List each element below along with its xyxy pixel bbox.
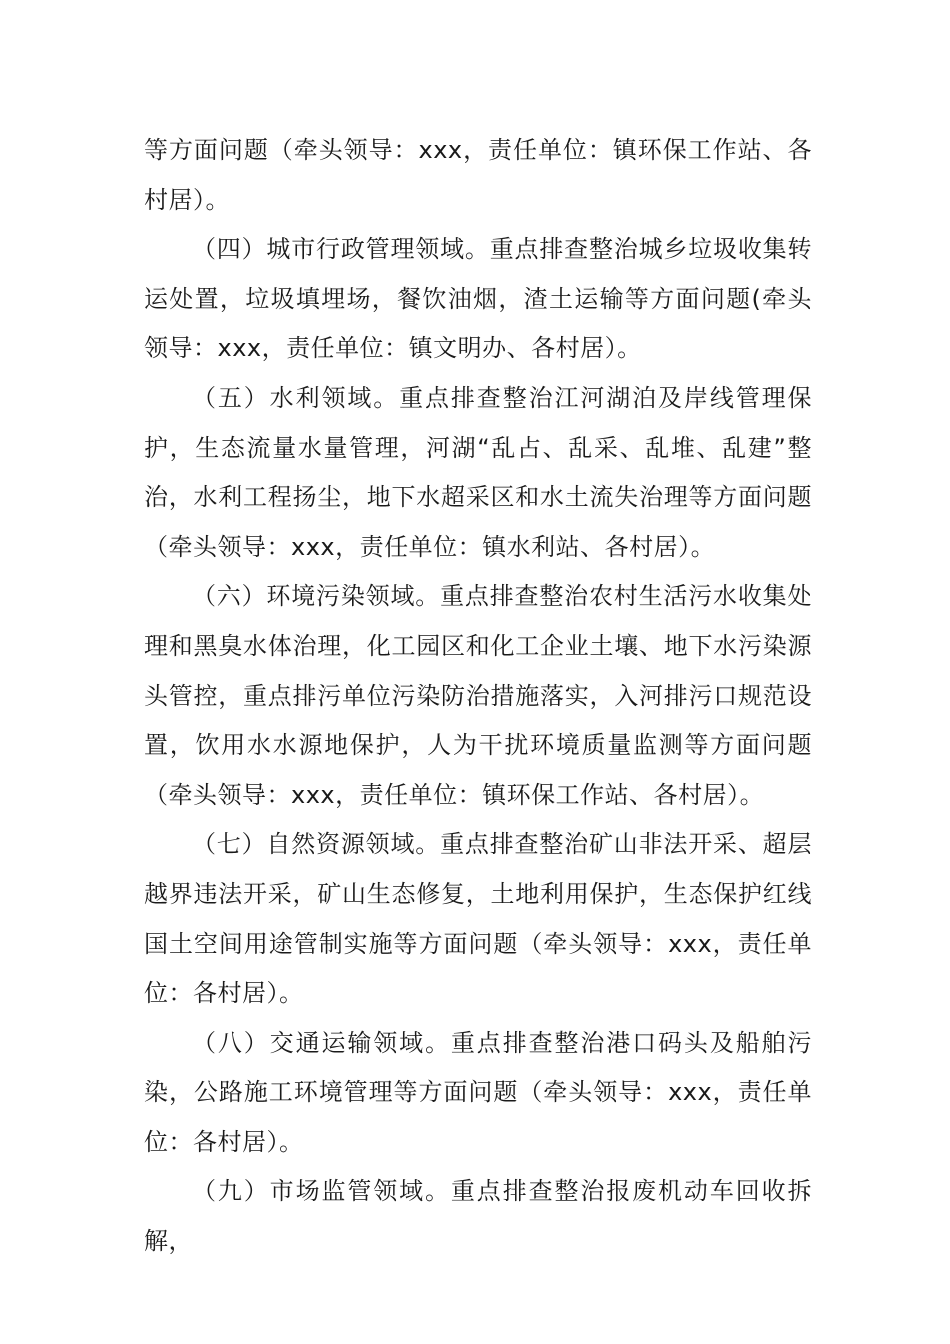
document-body	[144, 126, 812, 1267]
paragraph-section-5: （五）水利领域。重点排查整治江河湖泊及岸线管理保护，生态流量水量管理，河湖“乱占、乱采、乱堆、乱建”整治，水利工程扬尘，地下水超采区和水土流失治理等方面问题（牵头领导：xxx，责任单位：镇水利站、各村居）。	[144, 383, 812, 561]
paragraph-section-7: （七）自然资源领域。重点排查整治矿山非法开采、超层越界违法开采，矿山生态修复，土地利用保护，生态保护红线国土空间用途管制实施等方面问题（牵头领导：xxx，责任单位：各村居）。	[144, 830, 812, 1008]
paragraph-continuation: 等方面问题（牵头领导：xxx，责任单位：镇环保工作站、各村居）。	[144, 136, 812, 214]
paragraph-section-9: （九）市场监管领域。重点排查整治报废机动车回收拆解，	[144, 1177, 812, 1256]
paragraph-section-4: （四）城市行政管理领域。重点排查整治城乡垃圾收集转运处置，垃圾填埋场，餐饮油烟，渣土运输等方面问题(牵头领导：xxx，责任单位：镇文明办、各村居）。	[144, 235, 812, 363]
paragraph-section-8: （八）交通运输领域。重点排查整治港口码头及船舶污染，公路施工环境管理等方面问题（牵头领导：xxx，责任单位：各村居）。	[144, 1028, 812, 1156]
paragraph-section-6: （六）环境污染领域。重点排查整治农村生活污水收集处理和黑臭水体治理，化工园区和化工企业土壤、地下水污染源头管控，重点排污单位污染防治措施落实，入河排污口规范设置，饮用水水源地保护，人为干扰环境质量监测等方面问题（牵头领导：xxx，责任单位：镇环保工作站、各村居）。	[144, 582, 812, 809]
